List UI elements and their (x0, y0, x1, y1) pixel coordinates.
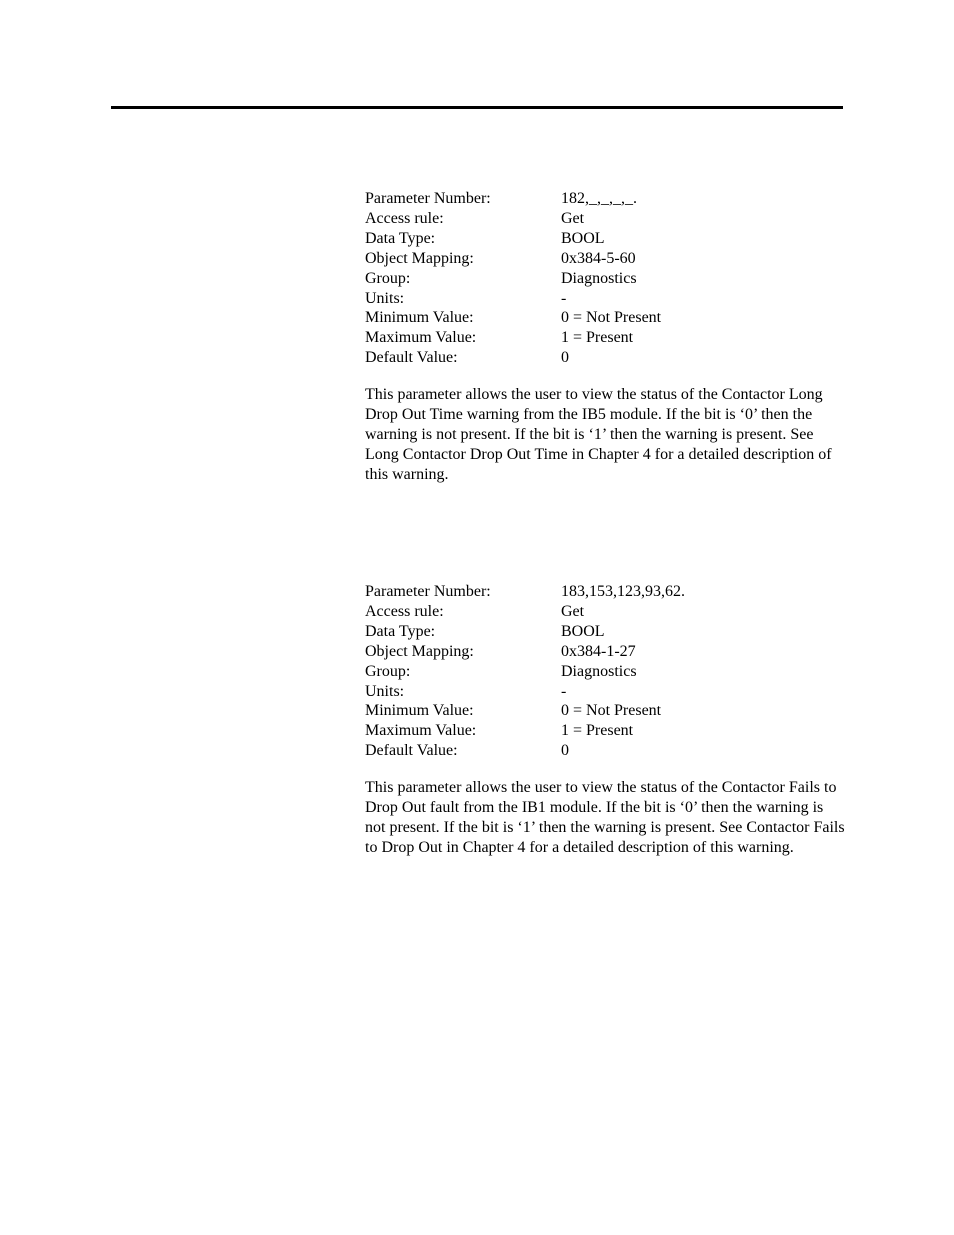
description-paragraph: This parameter allows the user to view the status of the Contactor Fails to Drop Out fault from the IB1 module. If the bit is ‘0’ then the warning is not present. If the bit is ‘1’ then the warning is present. See Contactor Fails to Drop Out in Chapter 4 for a detailed description of this warning. (365, 779, 845, 856)
parameter-table (365, 582, 845, 761)
param-label: Units: (365, 682, 405, 700)
param-value: Diagnostics (561, 269, 637, 287)
param-value: Diagnostics (561, 662, 637, 680)
param-label: Parameter Number: (365, 190, 491, 207)
param-label: Access rule: (365, 602, 444, 620)
parameter-block-183 (365, 582, 845, 858)
param-row-data-type (365, 229, 845, 249)
param-label: Minimum Value: (365, 309, 474, 327)
param-row-units (365, 289, 845, 309)
parameter-description (365, 385, 845, 485)
param-label: Default Value: (365, 349, 458, 367)
param-label: Maximum Value: (365, 722, 477, 740)
description-paragraph: This parameter allows the user to view the status of the Contactor Long Drop Out Time warning from the IB5 module. If the bit is ‘0’ then the warning is not present. If the bit is ‘1’ then the warning is present. See Long Contactor Drop Out Time in Chapter 4 for a detailed description of this warning. (365, 386, 832, 483)
param-value: 1 = Present (561, 329, 634, 347)
param-label: Group: (365, 662, 411, 680)
param-label: Parameter Number: (365, 583, 491, 600)
param-value: 182,_,_,_,_. (561, 190, 637, 207)
header-rule (111, 106, 843, 109)
param-row-units (365, 682, 845, 702)
param-row-default-value (365, 348, 845, 368)
param-row-number (365, 582, 845, 602)
param-value: 0x384-1-27 (561, 642, 636, 660)
param-label: Units: (365, 289, 405, 307)
param-value: 0 (561, 742, 569, 760)
param-value: 0 = Not Present (561, 309, 662, 327)
param-row-data-type (365, 622, 845, 642)
param-label: Group: (365, 269, 411, 287)
param-row-group (365, 662, 845, 682)
param-row-object-mapping (365, 642, 845, 662)
parameter-description (365, 778, 845, 858)
param-value: - (561, 682, 567, 700)
param-row-minimum-value (365, 308, 845, 328)
param-row-group (365, 269, 845, 289)
param-value: Get (561, 209, 585, 227)
param-value: Get (561, 602, 585, 620)
param-row-access-rule (365, 602, 845, 622)
param-value: 0 = Not Present (561, 702, 662, 720)
param-row-access-rule (365, 209, 845, 229)
param-label: Minimum Value: (365, 702, 474, 720)
param-row-object-mapping (365, 249, 845, 269)
param-value: BOOL (561, 229, 605, 247)
param-value: - (561, 289, 567, 307)
parameter-block-182 (365, 189, 845, 485)
param-row-maximum-value (365, 721, 845, 741)
parameter-table (365, 189, 845, 368)
param-value: 0 (561, 349, 569, 367)
param-row-minimum-value (365, 701, 845, 721)
param-row-maximum-value (365, 328, 845, 348)
param-label: Object Mapping: (365, 642, 474, 660)
param-label: Default Value: (365, 742, 458, 760)
param-value: 0x384-5-60 (561, 249, 636, 267)
param-label: Data Type: (365, 229, 436, 247)
param-value: 1 = Present (561, 722, 634, 740)
param-value: 183,153,123,93,62. (561, 583, 685, 600)
param-label: Object Mapping: (365, 249, 474, 267)
param-label: Data Type: (365, 622, 436, 640)
param-row-number (365, 189, 845, 209)
param-label: Maximum Value: (365, 329, 477, 347)
param-value: BOOL (561, 622, 605, 640)
param-row-default-value (365, 741, 845, 761)
param-label: Access rule: (365, 209, 444, 227)
